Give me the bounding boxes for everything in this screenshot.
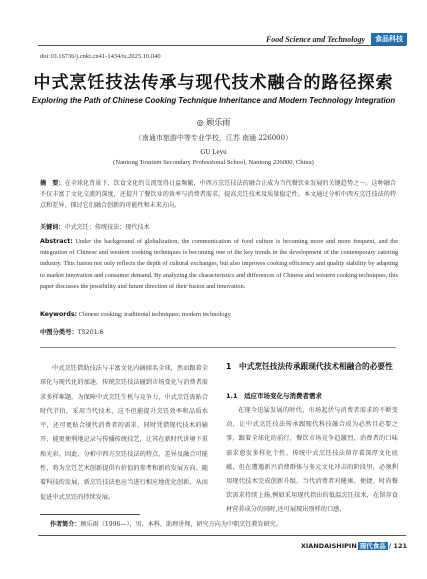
journal-name: Food Science and Technology (265, 35, 365, 44)
section-1-heading: 1 中式烹饪技法传承跟现代技术相融合的必要性 (226, 362, 393, 371)
footer-brand: XIANDAISHIPIN (300, 542, 357, 550)
abstract-english (40, 236, 398, 292)
abstract-chinese-label: 摘 要： (40, 180, 65, 187)
keywords-chinese (40, 222, 150, 231)
footer-rule (38, 535, 406, 536)
author-chinese: ◎ 顾乐雨 (196, 118, 231, 127)
abstract-divider (40, 347, 396, 348)
abstract-english-label: Abstract: (40, 238, 73, 245)
title-english: Exploring the Path of Chinese Cooking Technique Inheritance and Modern Technology Integration (31, 96, 396, 105)
keywords-english-text: Chinese cooking; traditional techniques; modern technology (78, 311, 231, 318)
footnote-label: 作者简介： (50, 521, 81, 528)
header-rule (38, 45, 406, 46)
page-number: / 121 (388, 542, 407, 550)
keywords-chinese-label: 关键词： (40, 224, 65, 231)
section-badge: 食品科技 (371, 33, 407, 45)
doi: doi:10.16736/j.cnki.cn41-1434/ts.2025.10.040 (40, 53, 161, 60)
abstract-chinese (40, 178, 396, 211)
affiliation-chinese: （南通市旅游中等专业学校，江苏 南通 226000） (134, 134, 293, 142)
footnote-text: 顾乐雨（1996—），男，本科，助理讲师，研究方向为中职烹饪教育研究。 (80, 521, 282, 528)
author-footnote (50, 519, 282, 528)
title-chinese: 中式烹饪技法传承与现代技术融合的路径探索 (33, 73, 394, 93)
page-header (0, 0, 427, 50)
author-english: GU Leyu (200, 148, 227, 156)
footer-badge: 现代食品 (359, 542, 386, 550)
classification-number (40, 327, 104, 336)
keywords-english (40, 311, 231, 318)
abstract-english-text: Under the background of globalization, the communication of food culture is becoming more and more frequent, and the integration of Chinese and western cooking techniques is becoming one of the key trends in the development of the contemporary catering industry. This fusion not only reflects the depth of cultural exchanges, but also improves cooking efficiency and quality stability by adapting to market innovation and consumer demand. By analyzing the characteristics and differences of Chinese and western cooking techniques, this paper discusses the possibility and future direction of their fusion and innovation. (40, 238, 398, 290)
page-footer (301, 541, 407, 550)
keywords-chinese-text: 中式烹饪；传统技法；现代技术 (64, 224, 150, 231)
footnote-rule (40, 514, 140, 515)
body-left-column: 中式烹饪借助技法与丰富文化内涵闻名全球，然而跟着全球化与现代化的加速，传统烹饪技法碰到市场变化与消费者需求多样难题。为保障中式烹饪生机与竞争力，中式烹饪需贴合时代节拍，采用当代技术，这不但能提升烹饪效率和品质水平，还可更贴合现代消费者的需求，同时凭借现代技术的辅开，能更便利地记录与传播传统技艺，让其在新时代讲境下重焕光彩。因此，分析中西方烹饪技法的特点、差异及融合可能性，将为烹饪艺术创新提供有价值的参考和新的发展方向。随着科技的发展，新烹饪技法也应当进行相应地优化创新，从而促进中式烹饪的持续发展。 (40, 365, 208, 501)
abstract-chinese-text: 在全球化背景下，饮食文化的交流变得日益频繁，中西方烹饪技法的融合正成为当代餐饮业发展的关键趋势之一。这种融合不仅丰富了文化交流的深度，还提升了餐饮业的效率与消费者需求，提高烹饪技术及质量稳定性。本文通过分析中西方烹饪技法的特点和差异，探讨它们融合创新的可能性和未来方向。 (40, 180, 397, 209)
keywords-english-label: Keywords: (40, 311, 78, 318)
classification-label: 中图分类号： (40, 329, 78, 336)
subsection-1-1-heading: 1.1 适应市场变化与消费者需求 (226, 392, 323, 400)
affiliation-english: (Nantong Tourism Secondary Professional School, Nantong 226000, China) (113, 159, 314, 166)
classification-value: TS201.6 (77, 329, 104, 336)
body-right-column: 在现今迅猛发展的时代，市场起伏与消费者需求的不断变动，让中式烹饪技法传承跟现代科技融合成为必然且必要之事，跟着全球化的前行，餐饮市场竞争趋激烈，消费者的口味需求愈发多样化个性。传统中式烹饪技法留存着深厚文化底蕴，但在遭遇新兴消费群体与多元文化冲击的阶段里，必须利用现代技术完成创新升级。当代消费者对健康、便捷、时尚餐饮需求持续上扬,例如采用现代指出的低温烹饪技术，在留存食材营养成分的同时,还可展现出别样的口感， (226, 407, 398, 514)
